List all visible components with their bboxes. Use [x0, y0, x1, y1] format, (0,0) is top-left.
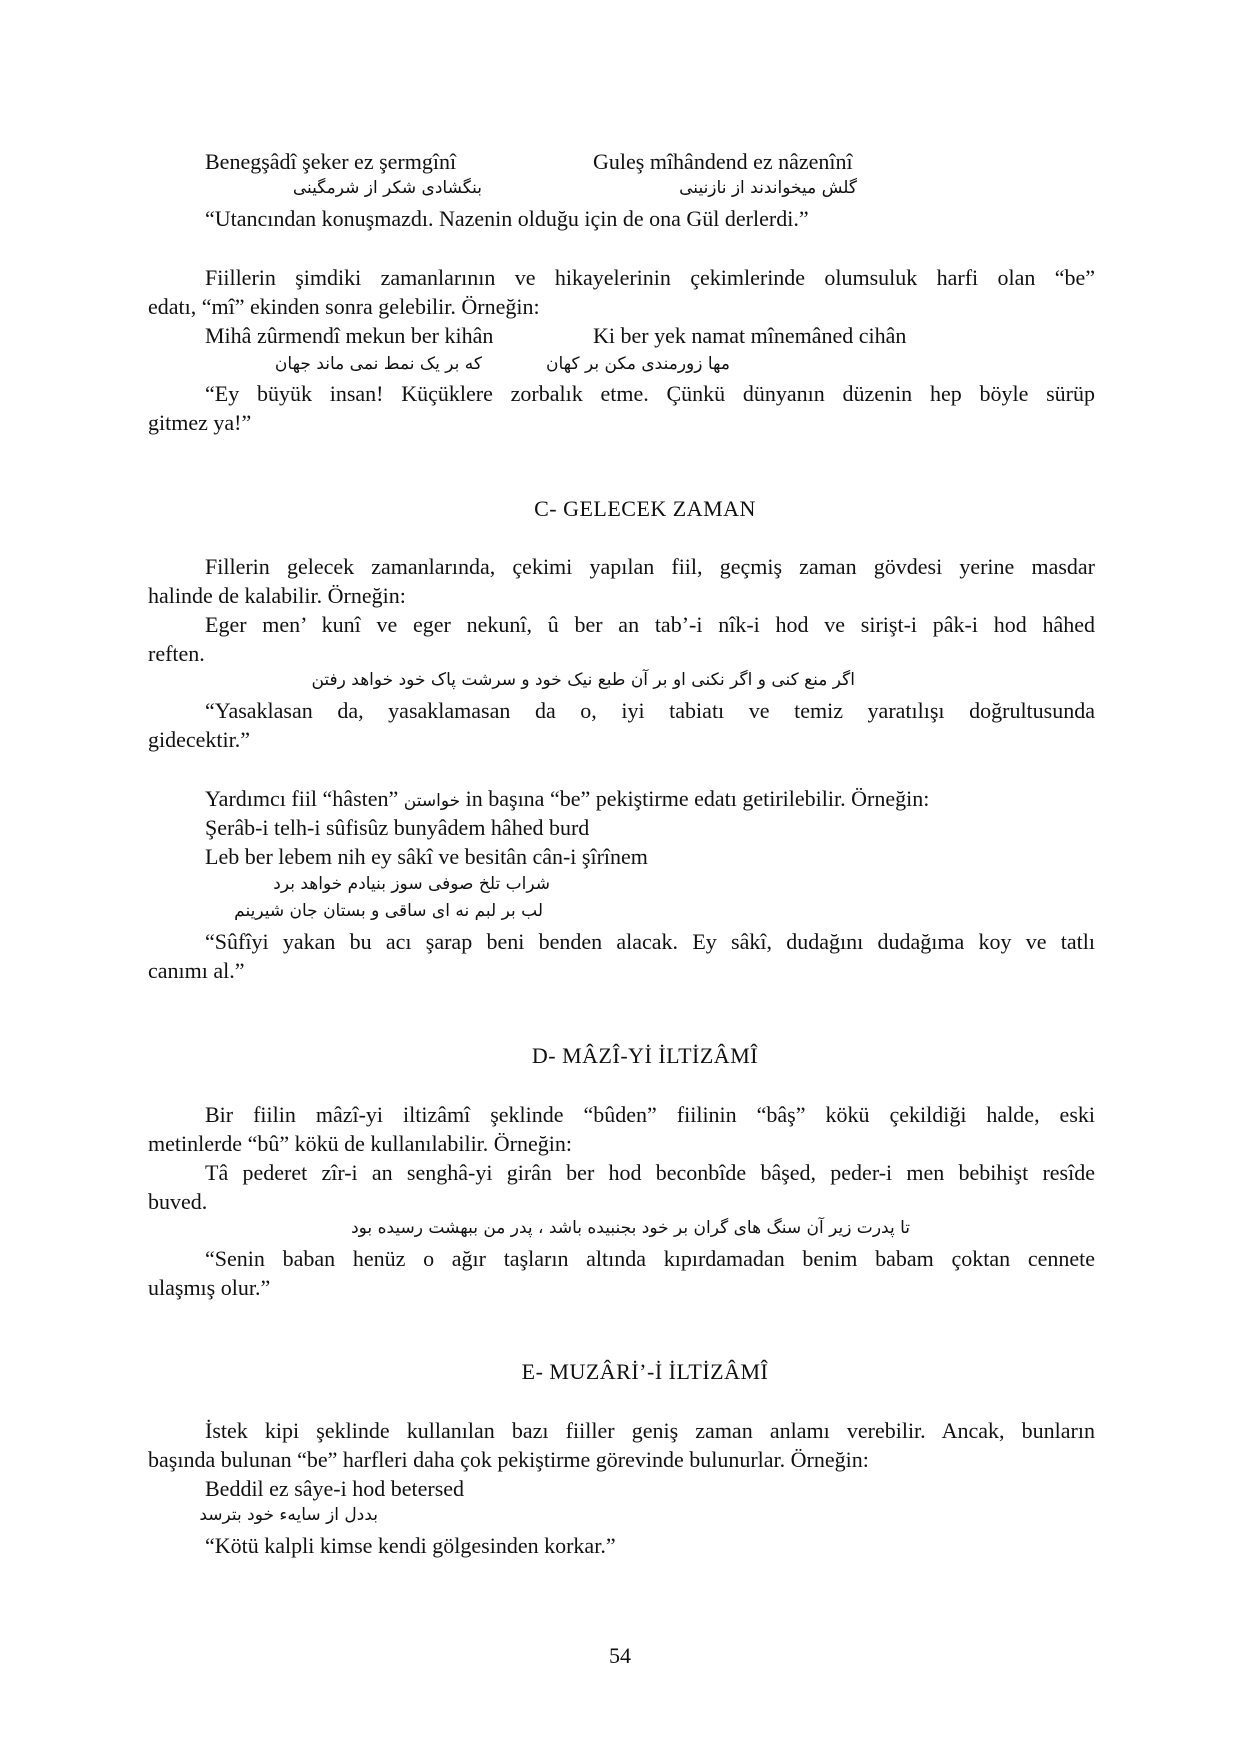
para1-line2: edatı, “mî” ekinden sonra gelebilir. Örneğin:: [148, 294, 540, 319]
para3-intro-arabic: خواستن: [403, 791, 461, 811]
para2-translation-line2: gidecektir.”: [148, 727, 251, 752]
para3-line2: Leb ber lebem nih ey sâkî ve besitân cân-i şîrînem: [205, 844, 648, 869]
para3-translation-line1: “Sûfîyi yakan bu acı şarap beni benden alacak. Ey sâkî, dudağını dudağıma koy ve tatlı: [205, 929, 1095, 954]
para4-example-line2: buved.: [148, 1189, 208, 1214]
verse1-translation: “Utancından konuşmazdı. Nazenin olduğu için de ona Gül derlerdi.”: [205, 206, 809, 231]
para2-example-line1: Eger men’ kunî ve eger nekunî, û ber an tab’-i nîk-i hod ve sirişt-i pâk-i hod hâhed: [205, 612, 1095, 637]
para3-translation-line2: canımı al.”: [148, 958, 245, 983]
verse2-right: Ki ber yek namat mînemâned cihân: [593, 323, 907, 348]
para4-example-line1: Tâ pederet zîr-i an senghâ-yi girân ber hod beconbîde bâşed, peder-i men bebihişt resîde: [205, 1160, 1095, 1185]
para5-example: Beddil ez sâye-i hod betersed: [205, 1476, 465, 1501]
verse1-arabic-left: گلش میخواندند از نازنینی: [679, 178, 857, 198]
verse2-arabic-left: که بر یک نمط نمی ماند جهان: [274, 354, 482, 374]
para5-line1: İstek kipi şeklinde kullanılan bazı fiiller geniş zaman anlamı verebilir. Ancak, bunların: [205, 1418, 1095, 1443]
verse2-left: Mihâ zûrmendî mekun ber kihân: [205, 323, 494, 348]
para4-line2: metinlerde “bû” kökü de kullanılabilir. Örneğin:: [148, 1131, 572, 1156]
verse1-arabic-right: بنگشادی شکر از شرمگینی: [292, 178, 482, 198]
verse2-arabic-right: مها زورمندی مکن بر کهان: [546, 354, 730, 374]
verse2-translation-line1: “Ey büyük insan! Küçüklere zorbalık etme. Çünkü dünyanın düzenin hep böyle sürüp: [205, 381, 1095, 406]
page-number: 54: [609, 1643, 631, 1668]
para3-intro-before: Yardımcı fiil “hâsten”: [205, 786, 399, 811]
para2-arabic: اگر منع کنی و اگر نکنی او بر آن طبع نیک خود و سرشت پاک خود خواهد رفتن: [311, 670, 855, 690]
para5-arabic: بددل از سایهء خود بترسد: [199, 1505, 378, 1525]
para2-example-line2: reften.: [148, 641, 205, 666]
para2-line1: Fillerin gelecek zamanlarında, çekimi yapılan fiil, geçmiş zaman gövdesi yerine masdar: [205, 554, 1095, 579]
para4-line1: Bir fiilin mâzî-yi iltizâmî şeklinde “bûden” fiilinin “bâş” kökü çekildiği halde, eski: [205, 1102, 1095, 1127]
para1-line1: Fiillerin şimdiki zamanlarının ve hikayelerinin çekimlerinde olumsuluk harfi olan “be”: [205, 265, 1095, 290]
para4-translation-line2: ulaşmış olur.”: [148, 1275, 271, 1300]
para2-translation-line1: “Yasaklasan da, yasaklamasan da o, iyi tabiatı ve temiz yaratılışı doğrultusunda: [205, 698, 1095, 723]
para5-translation: “Kötü kalpli kimse kendi gölgesinden korkar.”: [205, 1533, 616, 1558]
para3-arabic2: لب بر لبم نه ای ساقی و بستان جان شیرینم: [234, 901, 543, 921]
para2-line2: halinde de kalabilir. Örneğin:: [148, 583, 406, 608]
para3-intro-after: in başına “be” pekiştirme edatı getirilebilir. Örneğin:: [465, 786, 930, 811]
heading-gelecek-zaman: C- GELECEK ZAMAN: [534, 496, 756, 521]
verse1-left: Benegşâdî şeker ez şermgînî: [205, 149, 457, 174]
para3-line1: Şerâb-i telh-i sûfisûz bunyâdem hâhed burd: [205, 815, 590, 840]
para4-arabic: تا پدرت زیر آن سنگ های گران بر خود بجنبیده باشد ، پدر من ببهشت رسیده بود: [351, 1218, 910, 1238]
para5-line2: başında bulunan “be” harfleri daha çok pekiştirme görevinde bulunurlar. Örneğin:: [148, 1447, 869, 1472]
verse1-right: Guleş mîhândend ez nâzenînî: [593, 149, 853, 174]
verse2-translation-line2: gitmez ya!”: [148, 410, 252, 435]
para3-intro: [205, 786, 929, 814]
para3-arabic1: شراب تلخ صوفی سوز بنیادم خواهد برد: [273, 874, 550, 894]
heading-muzari-i-iltizami: E- MUZÂRİ’-İ İLTİZÂMÎ: [521, 1359, 769, 1384]
para4-translation-line1: “Senin baban henüz o ağır taşların altında kıpırdamadan benim babam çoktan cennete: [205, 1246, 1095, 1271]
heading-mazi-yi-iltizami: D- MÂZÎ-Yİ İLTİZÂMÎ: [531, 1043, 759, 1068]
